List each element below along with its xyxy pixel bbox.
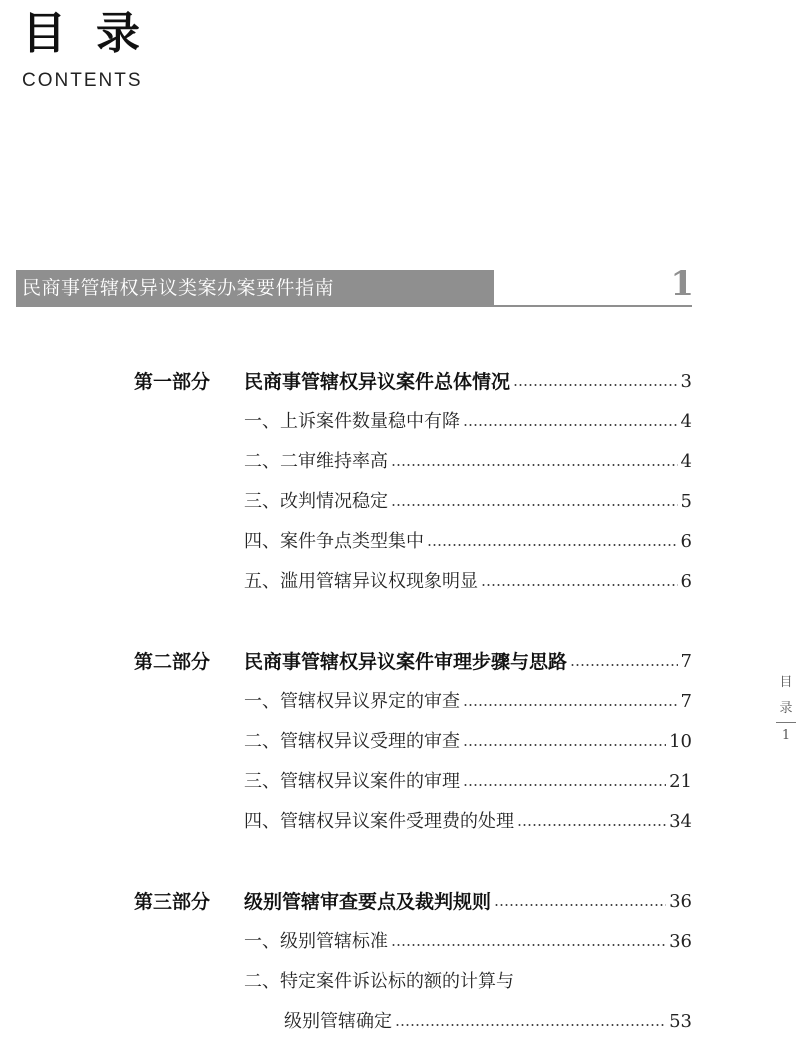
- toc-entry[interactable]: [244, 448, 692, 476]
- page-number: 5: [680, 491, 692, 512]
- dot-leader: [391, 944, 666, 946]
- page-number: 7: [680, 651, 692, 672]
- toc-part-1[interactable]: [134, 368, 692, 396]
- page-number: 34: [669, 811, 692, 832]
- entry-title: 一、管辖权异议界定的审查: [244, 691, 460, 712]
- toc-part-3[interactable]: [134, 888, 692, 916]
- page-number: 10: [669, 731, 692, 752]
- toc-entry[interactable]: [244, 488, 692, 516]
- toc-entry[interactable]: [244, 928, 692, 956]
- dot-leader: [391, 504, 678, 506]
- book-title-rule: [16, 305, 692, 307]
- entry-title: 级别管辖确定: [284, 1011, 392, 1032]
- page-number: 4: [680, 411, 692, 432]
- part-label: 第二部分: [134, 651, 211, 673]
- page-number: 7: [680, 691, 692, 712]
- dot-leader: [395, 1024, 666, 1026]
- dot-leader: [517, 824, 666, 826]
- dot-leader: [427, 544, 678, 546]
- page-subtitle: CONTENTS: [22, 70, 143, 91]
- page-number: 36: [669, 891, 692, 912]
- entry-title: 四、案件争点类型集中: [244, 531, 424, 552]
- entry-title: 二、二审维持率高: [244, 451, 388, 472]
- page-number: 6: [680, 531, 692, 552]
- side-tab: [772, 670, 800, 749]
- dot-leader: [570, 664, 678, 666]
- dot-leader: [481, 584, 678, 586]
- dot-leader: [463, 424, 678, 426]
- part-title: 民商事管辖权异议案件审理步骤与思路: [244, 651, 568, 673]
- book-title: 民商事管辖权异议类案办案要件指南: [22, 277, 335, 299]
- page-number: 4: [680, 451, 692, 472]
- toc-entry[interactable]: [244, 688, 692, 716]
- toc-entry[interactable]: [244, 968, 692, 996]
- dot-leader: [463, 704, 678, 706]
- book-number: 1: [670, 264, 694, 304]
- entry-title: 三、改判情况稳定: [244, 491, 388, 512]
- part-title: 级别管辖审查要点及裁判规则: [244, 891, 492, 913]
- toc-entry[interactable]: [244, 568, 692, 596]
- toc-entry-continued[interactable]: [284, 1008, 692, 1036]
- toc-part-2[interactable]: [134, 648, 692, 676]
- side-tab-char: 录: [779, 701, 793, 716]
- toc-entry[interactable]: [244, 768, 692, 796]
- side-tab-char: 目: [779, 675, 793, 690]
- dot-leader: [463, 744, 666, 746]
- page-number: 6: [680, 571, 692, 592]
- entry-title: 一、上诉案件数量稳中有降: [244, 411, 460, 432]
- toc-entry[interactable]: [244, 808, 692, 836]
- entry-title: 三、管辖权异议案件的审理: [244, 771, 460, 792]
- entry-title: 二、管辖权异议受理的审查: [244, 731, 460, 752]
- entry-title: 四、管辖权异议案件受理费的处理: [244, 811, 514, 832]
- page-number: 53: [669, 1011, 692, 1032]
- entry-title: 一、级别管辖标准: [244, 931, 388, 952]
- entry-title: 二、特定案件诉讼标的额的计算与: [244, 971, 514, 992]
- dot-leader: [391, 464, 678, 466]
- part-label: 第一部分: [134, 371, 211, 393]
- entry-title: 五、滥用管辖异议权现象明显: [244, 571, 478, 592]
- part-title: 民商事管辖权异议案件总体情况: [244, 371, 511, 393]
- page-number: 3: [680, 371, 692, 392]
- dot-leader: [494, 904, 666, 906]
- toc-entry[interactable]: [244, 528, 692, 556]
- dot-leader: [513, 384, 678, 386]
- page-number: 36: [669, 931, 692, 952]
- page-number: 21: [669, 771, 692, 792]
- side-tab-page-number: 1: [781, 728, 791, 743]
- page-title: 目录: [22, 8, 170, 59]
- dot-leader: [463, 784, 666, 786]
- toc-entry[interactable]: [244, 408, 692, 436]
- toc-entry[interactable]: [244, 728, 692, 756]
- part-label: 第三部分: [134, 891, 211, 913]
